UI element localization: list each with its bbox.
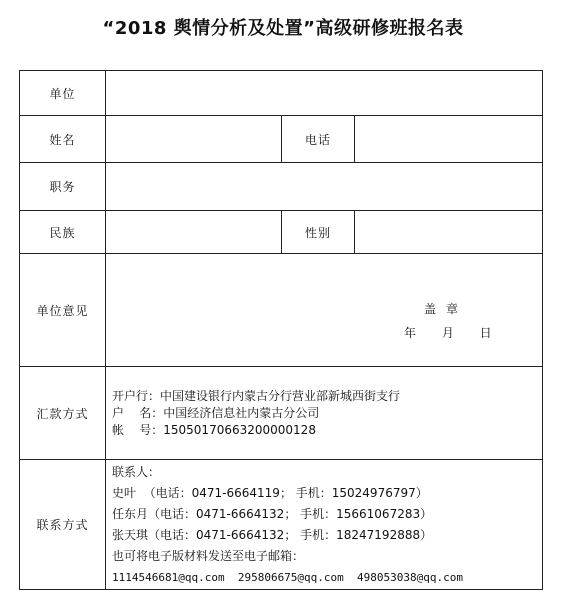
remittance-label: 汇款方式 [20,367,106,460]
row-contact [20,460,543,590]
row-unit [20,71,543,116]
row-unit-opinion [20,254,543,367]
email-note: 也可将电子版材料发送至电子邮箱： [112,548,305,563]
remittance-info [106,367,543,460]
row-position [20,163,543,211]
contact-label: 联系方式 [20,460,106,590]
bank-line: 开户行：中国建设银行内蒙古分行营业部新城西街支行 [112,388,401,403]
gender-field[interactable] [355,211,543,254]
account-number-line: 帐 号：15050170663200000128 [112,422,316,437]
account-name-line: 户 名：中国经济信息社内蒙古分公司 [112,405,320,420]
row-ethnicity [20,211,543,254]
name-field[interactable] [106,116,282,163]
phone-label: 电话 [282,116,355,163]
name-label: 姓名 [20,116,106,163]
unit-opinion-field[interactable] [106,254,543,367]
contact-person-1: 史叶 （电话：0471-6664119； 手机：15024976797） [112,485,428,500]
ethnicity-field[interactable] [106,211,282,254]
unit-opinion-label: 单位意见 [20,254,106,367]
form-title: “2018 舆情分析及处置”高级研修班报名表 [102,18,464,39]
gender-label: 性别 [282,211,355,254]
row-name [20,116,543,163]
position-field[interactable] [106,163,543,211]
contact-header: 联系人： [112,464,161,479]
contact-person-2: 任东月（电话：0471-6664132； 手机：15661067283） [112,506,433,521]
email-list[interactable]: 1114546681@qq.com 295806675@qq.com 498053038@qq.com [112,570,463,584]
position-label: 职务 [20,163,106,211]
contact-person-3: 张天琪（电话：0471-6664132； 手机：18247192888） [112,527,433,542]
phone-field[interactable] [355,116,543,163]
date-label: 年 月 日 [404,326,492,340]
contact-info [106,460,543,590]
unit-field[interactable] [106,71,543,116]
ethnicity-label: 民族 [20,211,106,254]
registration-form [19,70,543,590]
row-remittance [20,367,543,460]
seal-label: 盖章 [424,302,469,316]
unit-label: 单位 [20,71,106,116]
